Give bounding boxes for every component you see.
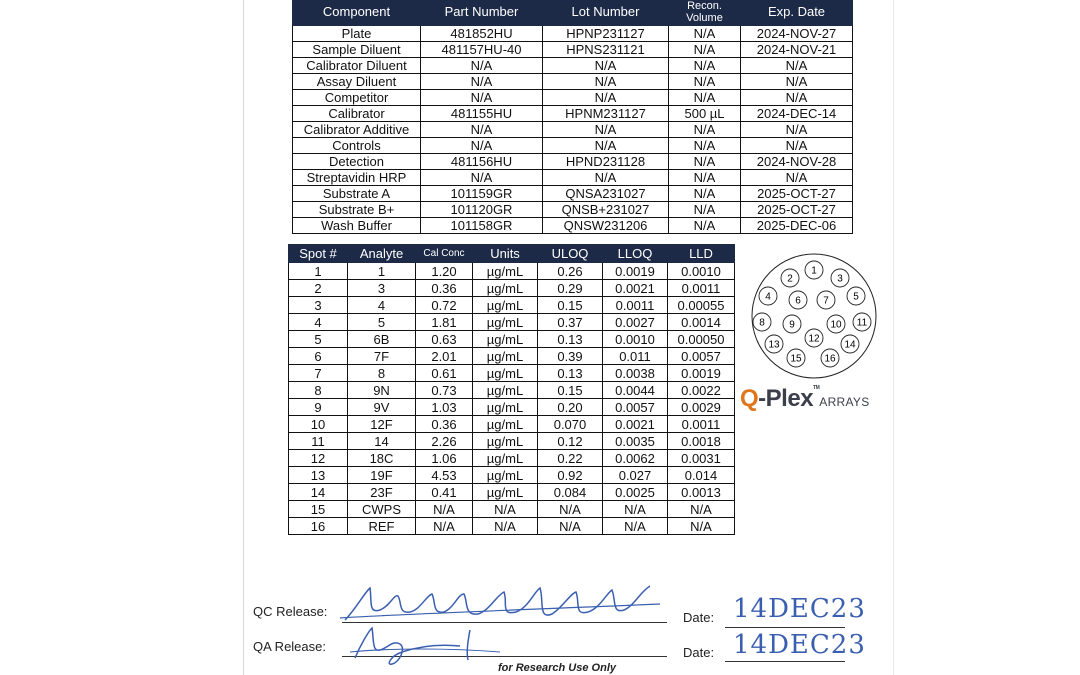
- cell-exp-date: N/A: [741, 58, 853, 74]
- cell-uloq: 0.15: [538, 382, 603, 399]
- analytes-table: [288, 244, 735, 535]
- cell-component: Detection: [293, 154, 421, 170]
- cell-analyte: 5: [348, 314, 416, 331]
- cell-lloq: 0.0021: [603, 416, 668, 433]
- cell-lld: 0.0057: [668, 348, 735, 365]
- cell-spot: 9: [289, 399, 348, 416]
- qa-release-label: QA Release:: [253, 639, 326, 654]
- cell-cal-conc: 0.63: [416, 331, 473, 348]
- cell-part-number: N/A: [421, 138, 543, 154]
- qa-date-value: 14DEC23: [733, 630, 866, 660]
- cell-cal-conc: 1.03: [416, 399, 473, 416]
- analyte-row: [289, 416, 735, 433]
- cell-cal-conc: N/A: [416, 518, 473, 535]
- cell-cal-conc: 1.81: [416, 314, 473, 331]
- analyte-row: [289, 348, 735, 365]
- q-plex-logo: [740, 385, 870, 413]
- cell-lloq: N/A: [603, 501, 668, 518]
- spot-label: 12: [808, 333, 820, 345]
- cell-lloq: 0.011: [603, 348, 668, 365]
- cell-spot: 14: [289, 484, 348, 501]
- cell-lld: 0.0031: [668, 450, 735, 467]
- cell-exp-date: N/A: [741, 170, 853, 186]
- analytes-header-row: [289, 245, 735, 263]
- cell-uloq: 0.29: [538, 280, 603, 297]
- cell-exp-date: 2024-NOV-27: [741, 26, 853, 42]
- cell-analyte: 4: [348, 297, 416, 314]
- cell-lloq: 0.0035: [603, 433, 668, 450]
- cell-units: µg/mL: [473, 484, 538, 501]
- cell-cal-conc: 0.61: [416, 365, 473, 382]
- cell-units: µg/mL: [473, 297, 538, 314]
- component-row: [293, 90, 853, 106]
- cell-cal-conc: 4.53: [416, 467, 473, 484]
- cell-lld: 0.014: [668, 467, 735, 484]
- cell-units: µg/mL: [473, 450, 538, 467]
- cell-analyte: 7F: [348, 348, 416, 365]
- component-row: [293, 186, 853, 202]
- cell-lot-number: HPNS231121: [543, 42, 669, 58]
- cell-spot: 15: [289, 501, 348, 518]
- cell-recon-volume: N/A: [669, 186, 741, 202]
- spot-label: 1: [811, 265, 817, 277]
- cell-lld: 0.0013: [668, 484, 735, 501]
- spot-label: 14: [844, 339, 856, 351]
- cell-lot-number: N/A: [543, 170, 669, 186]
- analyte-row: [289, 263, 735, 280]
- header-lloq: LLOQ: [603, 245, 668, 263]
- component-row: [293, 202, 853, 218]
- cell-component: Calibrator Diluent: [293, 58, 421, 74]
- cell-lld: N/A: [668, 518, 735, 535]
- cell-units: µg/mL: [473, 365, 538, 382]
- cell-exp-date: N/A: [741, 74, 853, 90]
- cell-cal-conc: 2.26: [416, 433, 473, 450]
- cell-cal-conc: 0.36: [416, 416, 473, 433]
- cell-cal-conc: 0.41: [416, 484, 473, 501]
- component-row: [293, 42, 853, 58]
- spot-map-diagram: [748, 250, 880, 382]
- cell-analyte: 9V: [348, 399, 416, 416]
- cell-lloq: 0.0025: [603, 484, 668, 501]
- spot-label: 4: [765, 291, 771, 303]
- cell-spot: 5: [289, 331, 348, 348]
- qc-release-label: QC Release:: [253, 604, 328, 619]
- cell-recon-volume: N/A: [669, 42, 741, 58]
- header-cal-conc: Cal Conc: [416, 245, 473, 263]
- logo-tm: TM: [813, 385, 820, 391]
- cell-exp-date: 2025-OCT-27: [741, 202, 853, 218]
- cell-cal-conc: 2.01: [416, 348, 473, 365]
- cell-recon-volume: N/A: [669, 58, 741, 74]
- cell-part-number: 101158GR: [421, 218, 543, 234]
- analyte-row: [289, 280, 735, 297]
- cell-spot: 1: [289, 263, 348, 280]
- analyte-row: [289, 518, 735, 535]
- cell-units: N/A: [473, 501, 538, 518]
- cell-exp-date: N/A: [741, 122, 853, 138]
- analyte-row: [289, 433, 735, 450]
- cell-analyte: CWPS: [348, 501, 416, 518]
- cell-analyte: 23F: [348, 484, 416, 501]
- cell-recon-volume: N/A: [669, 218, 741, 234]
- header-uloq: ULOQ: [538, 245, 603, 263]
- components-table: [292, 0, 853, 234]
- qa-date-label: Date:: [683, 645, 715, 660]
- header-component: Component: [293, 0, 421, 26]
- logo-name: -Plex: [758, 385, 814, 412]
- component-row: [293, 218, 853, 234]
- analyte-row: [289, 501, 735, 518]
- cell-lloq: 0.0019: [603, 263, 668, 280]
- cell-analyte: 18C: [348, 450, 416, 467]
- logo-q: Q: [740, 385, 759, 412]
- cell-spot: 4: [289, 314, 348, 331]
- cell-lld: 0.0011: [668, 416, 735, 433]
- spot-label: 6: [795, 295, 801, 307]
- header-part-number: Part Number: [421, 0, 543, 26]
- cell-lot-number: N/A: [543, 90, 669, 106]
- logo-suffix: ARRAYS: [819, 395, 870, 409]
- cell-lloq: 0.0062: [603, 450, 668, 467]
- cell-lot-number: HPNP231127: [543, 26, 669, 42]
- analyte-row: [289, 365, 735, 382]
- cell-lld: 0.0014: [668, 314, 735, 331]
- cell-lld: 0.0011: [668, 280, 735, 297]
- cell-cal-conc: 0.36: [416, 280, 473, 297]
- cell-spot: 7: [289, 365, 348, 382]
- component-row: [293, 122, 853, 138]
- cell-uloq: N/A: [538, 501, 603, 518]
- qc-signature: [340, 580, 670, 628]
- cell-recon-volume: N/A: [669, 74, 741, 90]
- analyte-row: [289, 331, 735, 348]
- cell-spot: 13: [289, 467, 348, 484]
- cell-component: Calibrator Additive: [293, 122, 421, 138]
- cell-recon-volume: N/A: [669, 90, 741, 106]
- cell-part-number: N/A: [421, 122, 543, 138]
- cell-exp-date: 2025-OCT-27: [741, 186, 853, 202]
- cell-lloq: 0.027: [603, 467, 668, 484]
- spot-label: 2: [787, 273, 793, 285]
- spot-group: [753, 261, 871, 367]
- cell-lloq: 0.0021: [603, 280, 668, 297]
- cell-lot-number: N/A: [543, 58, 669, 74]
- cell-lld: 0.0029: [668, 399, 735, 416]
- cell-units: µg/mL: [473, 416, 538, 433]
- cell-component: Calibrator: [293, 106, 421, 122]
- cell-analyte: 1: [348, 263, 416, 280]
- cell-units: µg/mL: [473, 314, 538, 331]
- cell-lloq: 0.0011: [603, 297, 668, 314]
- analyte-row: [289, 484, 735, 501]
- cell-cal-conc: 0.73: [416, 382, 473, 399]
- cell-uloq: N/A: [538, 518, 603, 535]
- cell-component: Wash Buffer: [293, 218, 421, 234]
- header-lot-number: Lot Number: [543, 0, 669, 26]
- cell-cal-conc: 1.20: [416, 263, 473, 280]
- cell-analyte: 19F: [348, 467, 416, 484]
- cell-component: Competitor: [293, 90, 421, 106]
- cell-exp-date: N/A: [741, 90, 853, 106]
- component-row: [293, 138, 853, 154]
- cell-spot: 3: [289, 297, 348, 314]
- cell-spot: 6: [289, 348, 348, 365]
- cell-uloq: 0.39: [538, 348, 603, 365]
- cell-analyte: 3: [348, 280, 416, 297]
- cell-component: Controls: [293, 138, 421, 154]
- cell-recon-volume: N/A: [669, 26, 741, 42]
- cell-recon-volume: 500 µL: [669, 106, 741, 122]
- spot-label: 3: [837, 273, 843, 285]
- cell-lot-number: N/A: [543, 138, 669, 154]
- cell-component: Assay Diluent: [293, 74, 421, 90]
- cell-spot: 2: [289, 280, 348, 297]
- cell-part-number: 101120GR: [421, 202, 543, 218]
- header-spot: Spot #: [289, 245, 348, 263]
- cell-uloq: 0.37: [538, 314, 603, 331]
- page-edge: [243, 0, 244, 675]
- spot-label: 8: [759, 317, 765, 329]
- cell-analyte: 8: [348, 365, 416, 382]
- cell-lot-number: QNSA231027: [543, 186, 669, 202]
- components-header-row: [293, 0, 853, 26]
- analyte-row: [289, 382, 735, 399]
- cell-units: N/A: [473, 518, 538, 535]
- spot-label: 15: [790, 353, 802, 365]
- spot-label: 10: [830, 319, 842, 331]
- page-edge: [893, 0, 894, 675]
- spot-label: 5: [853, 291, 859, 303]
- cell-uloq: 0.26: [538, 263, 603, 280]
- cell-part-number: 481155HU: [421, 106, 543, 122]
- cell-lld: 0.0022: [668, 382, 735, 399]
- cell-component: Streptavidin HRP: [293, 170, 421, 186]
- cell-spot: 11: [289, 433, 348, 450]
- cell-part-number: N/A: [421, 58, 543, 74]
- research-use-footer: for Research Use Only: [498, 662, 616, 674]
- cell-analyte: 14: [348, 433, 416, 450]
- cell-uloq: 0.15: [538, 297, 603, 314]
- spot-label: 7: [823, 295, 829, 307]
- cell-lot-number: N/A: [543, 122, 669, 138]
- cell-component: Substrate A: [293, 186, 421, 202]
- qc-date-value: 14DEC23: [733, 594, 866, 624]
- cell-cal-conc: N/A: [416, 501, 473, 518]
- header-lld: LLD: [668, 245, 735, 263]
- spot-label: 11: [856, 317, 868, 329]
- cell-analyte: 6B: [348, 331, 416, 348]
- cell-recon-volume: N/A: [669, 138, 741, 154]
- cell-lld: N/A: [668, 501, 735, 518]
- cell-exp-date: 2024-DEC-14: [741, 106, 853, 122]
- cell-lloq: 0.0027: [603, 314, 668, 331]
- analyte-row: [289, 297, 735, 314]
- cell-units: µg/mL: [473, 280, 538, 297]
- cell-cal-conc: 1.06: [416, 450, 473, 467]
- cell-lot-number: HPNM231127: [543, 106, 669, 122]
- cell-uloq: 0.12: [538, 433, 603, 450]
- analyte-row: [289, 399, 735, 416]
- header-recon-volume: Recon. Volume: [669, 0, 741, 26]
- analytes-body: [289, 263, 735, 535]
- cell-uloq: 0.070: [538, 416, 603, 433]
- cell-uloq: 0.92: [538, 467, 603, 484]
- qc-date-label: Date:: [683, 610, 715, 625]
- cell-lloq: N/A: [603, 518, 668, 535]
- cell-spot: 10: [289, 416, 348, 433]
- cell-recon-volume: N/A: [669, 202, 741, 218]
- analyte-row: [289, 314, 735, 331]
- cell-spot: 8: [289, 382, 348, 399]
- cell-lloq: 0.0044: [603, 382, 668, 399]
- cell-units: µg/mL: [473, 433, 538, 450]
- cell-units: µg/mL: [473, 382, 538, 399]
- analyte-row: [289, 467, 735, 484]
- component-row: [293, 58, 853, 74]
- cell-recon-volume: N/A: [669, 170, 741, 186]
- cell-component: Sample Diluent: [293, 42, 421, 58]
- cell-uloq: 0.13: [538, 365, 603, 382]
- component-row: [293, 106, 853, 122]
- cell-lld: 0.00055: [668, 297, 735, 314]
- spot-label: 9: [789, 319, 795, 331]
- cell-part-number: 101159GR: [421, 186, 543, 202]
- cell-lld: 0.0019: [668, 365, 735, 382]
- header-units: Units: [473, 245, 538, 263]
- cell-uloq: 0.22: [538, 450, 603, 467]
- spot-label: 13: [768, 339, 780, 351]
- analyte-row: [289, 450, 735, 467]
- cell-recon-volume: N/A: [669, 154, 741, 170]
- cell-analyte: REF: [348, 518, 416, 535]
- header-analyte: Analyte: [348, 245, 416, 263]
- cell-exp-date: N/A: [741, 138, 853, 154]
- cell-part-number: N/A: [421, 170, 543, 186]
- spot-label: 16: [824, 353, 836, 365]
- cell-lld: 0.00050: [668, 331, 735, 348]
- cell-lloq: 0.0010: [603, 331, 668, 348]
- cell-units: µg/mL: [473, 467, 538, 484]
- cell-units: µg/mL: [473, 263, 538, 280]
- cell-uloq: 0.13: [538, 331, 603, 348]
- cell-recon-volume: N/A: [669, 122, 741, 138]
- cell-lot-number: N/A: [543, 74, 669, 90]
- cell-part-number: 481157HU-40: [421, 42, 543, 58]
- cell-spot: 12: [289, 450, 348, 467]
- cell-lot-number: HPND231128: [543, 154, 669, 170]
- cell-lot-number: QNSW231206: [543, 218, 669, 234]
- cell-exp-date: 2024-NOV-21: [741, 42, 853, 58]
- component-row: [293, 170, 853, 186]
- header-exp-date: Exp. Date: [741, 0, 853, 26]
- cell-analyte: 9N: [348, 382, 416, 399]
- cell-component: Plate: [293, 26, 421, 42]
- cell-analyte: 12F: [348, 416, 416, 433]
- qa-signature: [350, 622, 510, 667]
- cell-exp-date: 2024-NOV-28: [741, 154, 853, 170]
- cell-part-number: N/A: [421, 90, 543, 106]
- cell-lloq: 0.0038: [603, 365, 668, 382]
- cell-component: Substrate B+: [293, 202, 421, 218]
- qa-date-line: [725, 661, 845, 662]
- component-row: [293, 74, 853, 90]
- cell-lot-number: QNSB+231027: [543, 202, 669, 218]
- components-body: [293, 26, 853, 234]
- cell-spot: 16: [289, 518, 348, 535]
- cell-exp-date: 2025-DEC-06: [741, 218, 853, 234]
- qc-date-line: [725, 627, 845, 628]
- cell-lld: 0.0018: [668, 433, 735, 450]
- cell-part-number: N/A: [421, 74, 543, 90]
- component-row: [293, 26, 853, 42]
- cell-units: µg/mL: [473, 348, 538, 365]
- component-row: [293, 154, 853, 170]
- cell-lloq: 0.0057: [603, 399, 668, 416]
- cell-uloq: 0.20: [538, 399, 603, 416]
- cell-uloq: 0.084: [538, 484, 603, 501]
- cell-cal-conc: 0.72: [416, 297, 473, 314]
- cell-part-number: 481156HU: [421, 154, 543, 170]
- cell-units: µg/mL: [473, 331, 538, 348]
- cell-units: µg/mL: [473, 399, 538, 416]
- cell-lld: 0.0010: [668, 263, 735, 280]
- cell-part-number: 481852HU: [421, 26, 543, 42]
